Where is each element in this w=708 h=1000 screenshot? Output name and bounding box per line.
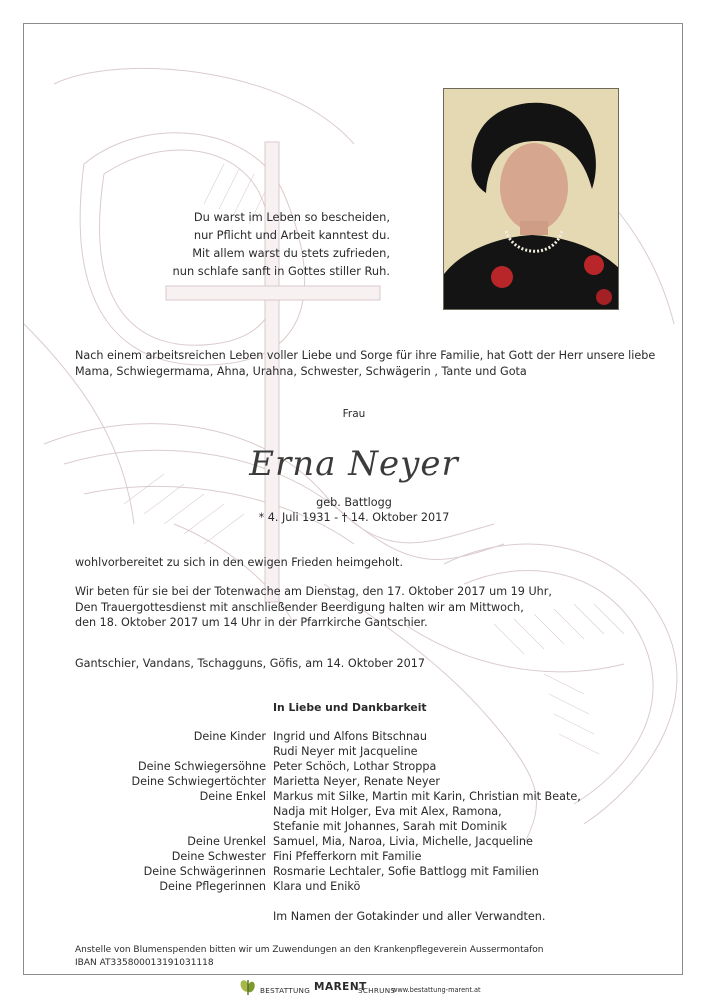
ceremony-line: Wir beten für sie bei der Totenwache am Dienstag, den 17. Oktober 2017 um 19 Uhr, bbox=[75, 585, 552, 598]
footer-brand bbox=[0, 975, 708, 1000]
portrait-photo bbox=[443, 88, 619, 310]
poem bbox=[0, 208, 390, 280]
mourner-label: Deine Schwägerinnen bbox=[143, 865, 266, 878]
closing-text: Im Namen der Gotakinder und aller Verwandten. bbox=[273, 910, 546, 923]
heimgeholt-text: wohlvorbereitet zu sich in den ewigen Frieden heimgeholt. bbox=[75, 556, 404, 569]
mourner-value: Rudi Neyer mit Jacqueline bbox=[273, 745, 418, 758]
mourner-value: Fini Pfefferkorn mit Familie bbox=[273, 850, 422, 863]
mourner-value: Peter Schöch, Lothar Stroppa bbox=[273, 760, 437, 773]
birth-name: geb. Battlogg bbox=[316, 496, 392, 509]
mourner-label: Deine Enkel bbox=[199, 790, 266, 803]
mourner-label: Deine Schwiegertöchter bbox=[131, 775, 266, 788]
mourner-label: Deine Pflegerinnen bbox=[159, 880, 266, 893]
mourner-value: Marietta Neyer, Renate Neyer bbox=[273, 775, 441, 788]
mourner-value: Samuel, Mia, Naroa, Livia, Michelle, Jacqueline bbox=[273, 835, 533, 848]
iban-text: IBAN AT335800013191031118 bbox=[75, 958, 214, 968]
mourner-value: Ingrid und Alfons Bitschnau bbox=[273, 730, 427, 743]
poem-line: Du warst im Leben so bescheiden, bbox=[193, 210, 390, 224]
mourner-value: Rosmarie Lechtaler, Sofie Battlogg mit Familien bbox=[273, 865, 539, 878]
brand-city: SCHRUNS bbox=[358, 986, 396, 995]
mourner-value: Klara und Enikö bbox=[273, 880, 361, 893]
intro-text bbox=[75, 348, 655, 380]
donation-text: Anstelle von Blumenspenden bitten wir um Zuwendungen an den Krankenpflegeverein Aussermontafon bbox=[75, 945, 544, 955]
poem-line: nur Pflicht und Arbeit kanntest du. bbox=[193, 228, 390, 242]
place-date: Gantschier, Vandans, Tschagguns, Göfis, am 14. Oktober 2017 bbox=[75, 657, 426, 670]
deceased-name: Erna Neyer bbox=[249, 444, 459, 484]
love-heading: In Liebe und Dankbarkeit bbox=[273, 701, 427, 714]
leaf-cross-icon bbox=[240, 978, 256, 996]
mourner-value: Markus mit Silke, Martin mit Karin, Christian mit Beate, bbox=[273, 790, 581, 803]
poem-line: nun schlafe sanft in Gottes stiller Ruh. bbox=[172, 264, 390, 278]
brand-pre: BESTATTUNG bbox=[260, 986, 311, 995]
intro-line: Nach einem arbeitsreichen Leben voller Liebe und Sorge für ihre Familie, hat Gott der Herr unsere liebe bbox=[75, 349, 656, 362]
life-dates: * 4. Juli 1931 - † 14. Oktober 2017 bbox=[258, 511, 450, 524]
mourner-label: Deine Schwiegersöhne bbox=[138, 760, 266, 773]
mourner-label: Deine Kinder bbox=[193, 730, 266, 743]
mourner-label: Deine Urenkel bbox=[187, 835, 266, 848]
ceremony-line: den 18. Oktober 2017 um 14 Uhr in der Pfarrkirche Gantschier. bbox=[75, 616, 428, 629]
ceremony-line: Den Trauergottesdienst mit anschließender Beerdigung halten wir am Mittwoch, bbox=[75, 600, 524, 614]
intro-line: Mama, Schwiegermama, Ahna, Urahna, Schwester, Schwägerin , Tante und Gota bbox=[75, 365, 527, 378]
mourner-value: Stefanie mit Johannes, Sarah mit Dominik bbox=[273, 820, 507, 833]
ceremony-text bbox=[75, 584, 552, 631]
poem-line: Mit allem warst du stets zufrieden, bbox=[192, 246, 390, 260]
title-frau: Frau bbox=[342, 408, 366, 420]
mourner-value: Nadja mit Holger, Eva mit Alex, Ramona, bbox=[273, 805, 502, 818]
brand-main: MARENT bbox=[314, 981, 367, 993]
brand-url[interactable]: www.bestattung-marent.at bbox=[392, 986, 481, 994]
mourner-label: Deine Schwester bbox=[171, 850, 266, 863]
